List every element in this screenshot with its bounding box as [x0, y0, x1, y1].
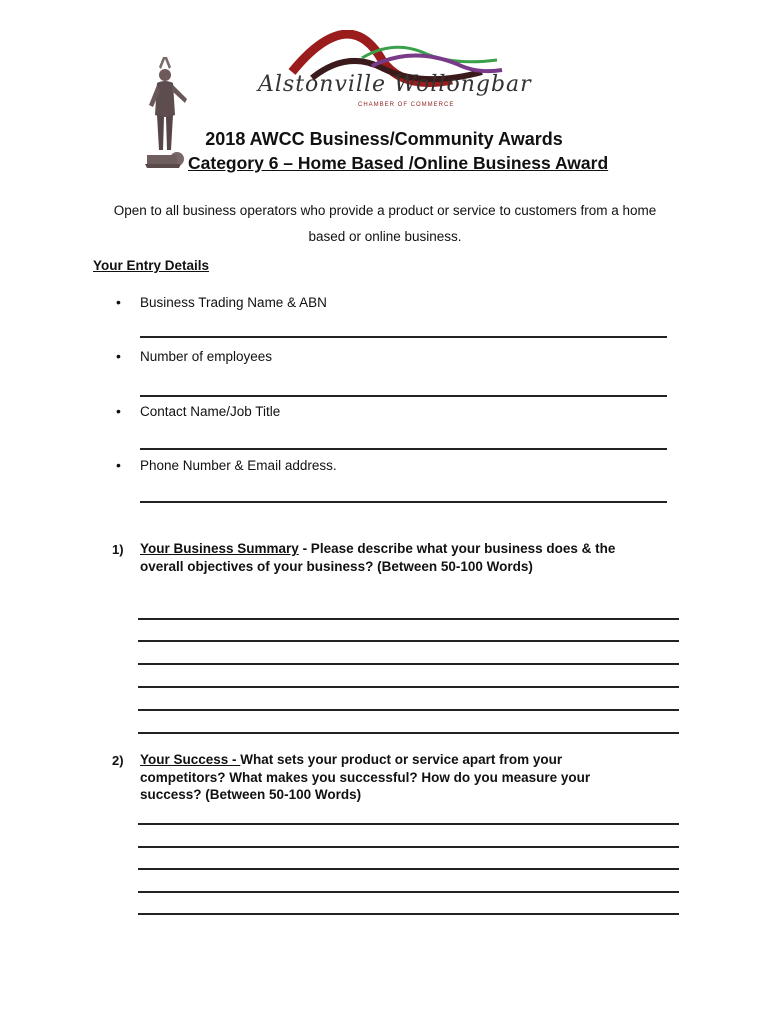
answer-line[interactable]: [138, 663, 679, 665]
bullet-icon: •: [116, 348, 121, 364]
chamber-logo: [252, 30, 514, 112]
field-label-contact-name: Contact Name/Job Title: [140, 404, 281, 419]
question-1-text: Your Business Summary - Please describe what your business does & the overall objectives of your business? (Between 50-100 Words): [140, 541, 616, 574]
answer-line[interactable]: [138, 891, 679, 893]
business-name-input-line[interactable]: [140, 336, 667, 338]
question-2-text: Your Success - What sets your product or service apart from your competitors? What makes you successful? How do you measure your success? (Between 50-100 Words): [140, 752, 591, 802]
question-1-number: 1): [112, 542, 124, 557]
answer-line[interactable]: [138, 846, 679, 848]
answer-line[interactable]: [138, 686, 679, 688]
statue-image: [135, 55, 195, 170]
category-title: Category 6 – Home Based /Online Business Award: [188, 153, 609, 173]
answer-line[interactable]: [138, 868, 679, 870]
bullet-icon: •: [116, 294, 121, 310]
question-2-number: 2): [112, 753, 124, 768]
answer-line[interactable]: [138, 732, 679, 734]
answer-line[interactable]: [138, 640, 679, 642]
bullet-icon: •: [116, 403, 121, 419]
employees-input-line[interactable]: [140, 395, 667, 397]
phone-email-input-line[interactable]: [140, 501, 667, 503]
bullet-icon: •: [116, 457, 121, 473]
page-title: 2018 AWCC Business/Community Awards: [205, 129, 563, 149]
intro-text: [90, 198, 680, 250]
question-2-title: Your Success -: [140, 752, 241, 767]
answer-line[interactable]: [138, 709, 679, 711]
logo-subtitle: CHAMBER OF COMMERCE: [358, 102, 455, 108]
logo-script-text: Alstonville Wollongbar: [258, 72, 532, 97]
answer-line[interactable]: [138, 913, 679, 915]
question-1-title: Your Business Summary: [140, 541, 299, 556]
field-label-phone-email: Phone Number & Email address.: [140, 458, 337, 473]
entry-details-heading: Your Entry Details: [93, 258, 210, 273]
answer-line[interactable]: [138, 618, 679, 620]
intro-line-1: Open to all business operators who provide a product or service to customers from a home: [113, 203, 657, 218]
field-label-business-name: Business Trading Name & ABN: [140, 295, 327, 310]
answer-line[interactable]: [138, 823, 679, 825]
contact-name-input-line[interactable]: [140, 448, 667, 450]
intro-line-2: based or online business.: [308, 229, 462, 244]
field-label-employees: Number of employees: [140, 349, 273, 364]
